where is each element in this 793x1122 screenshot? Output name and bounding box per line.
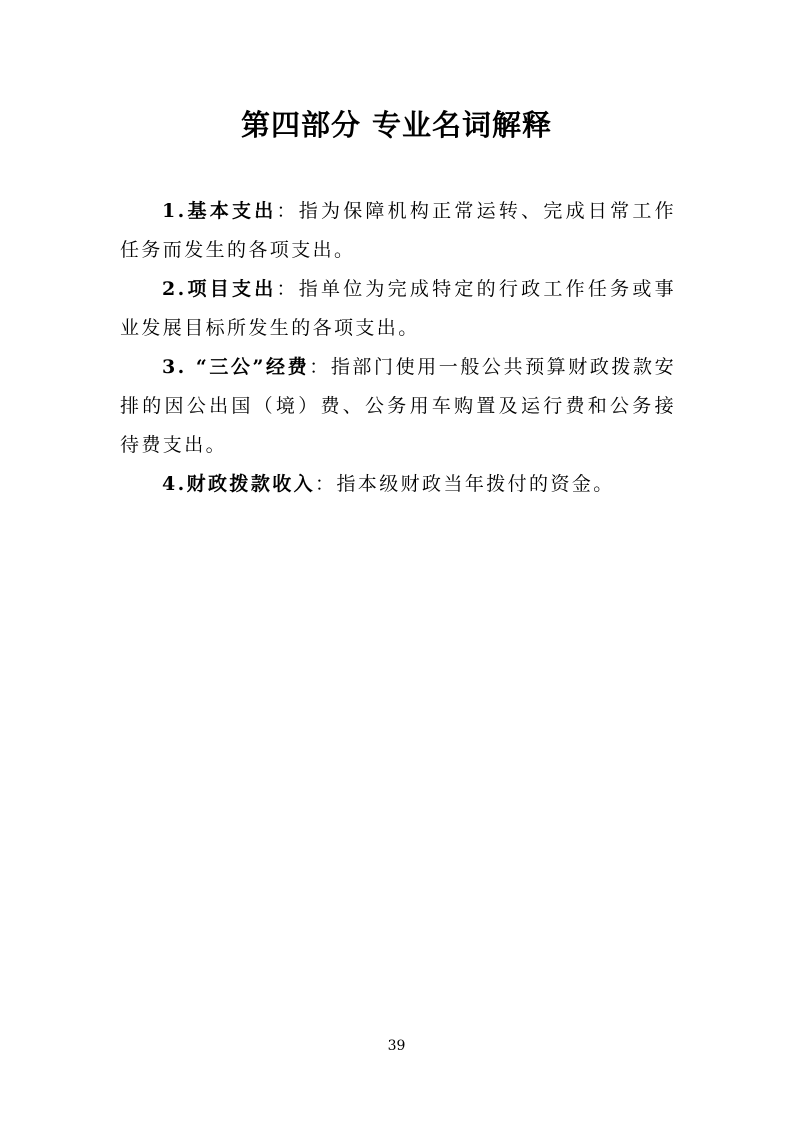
definition-project-expenditure — [120, 270, 676, 348]
definition-text: 指单位为完成特定的行政工作任务或事业发展目标所发生的各项支出。 — [120, 278, 676, 339]
page-number: 39 — [387, 1038, 406, 1054]
definition-term: 2.项目支出 — [162, 278, 277, 300]
definition-text: 指为保障机构正常运转、完成日常工作任务而发生的各项支出。 — [120, 200, 676, 261]
definition-text: 指部门使用一般公共预算财政拨款安排的因公出国（境）费、公务用车购置及运行费和公务接待费支出。 — [120, 356, 676, 456]
definition-three-public-expenses — [120, 348, 676, 465]
definition-term: 1.基本支出 — [162, 200, 277, 222]
definition-text: 指本级财政当年拨付的资金。 — [336, 473, 615, 495]
definition-term: 3. “三公”经费 — [162, 356, 310, 378]
definition-term: 4.财政拨款收入 — [162, 473, 316, 495]
definition-fiscal-appropriation-income — [120, 465, 676, 504]
page-title: 第四部分 专业名词解释 — [240, 108, 553, 142]
definitions-list — [120, 192, 676, 504]
definition-basic-expenditure — [120, 192, 676, 270]
definition-separator: ： — [276, 278, 299, 300]
definition-separator: ： — [315, 473, 337, 495]
definition-separator: ： — [276, 200, 299, 222]
definition-separator: ： — [309, 356, 331, 378]
